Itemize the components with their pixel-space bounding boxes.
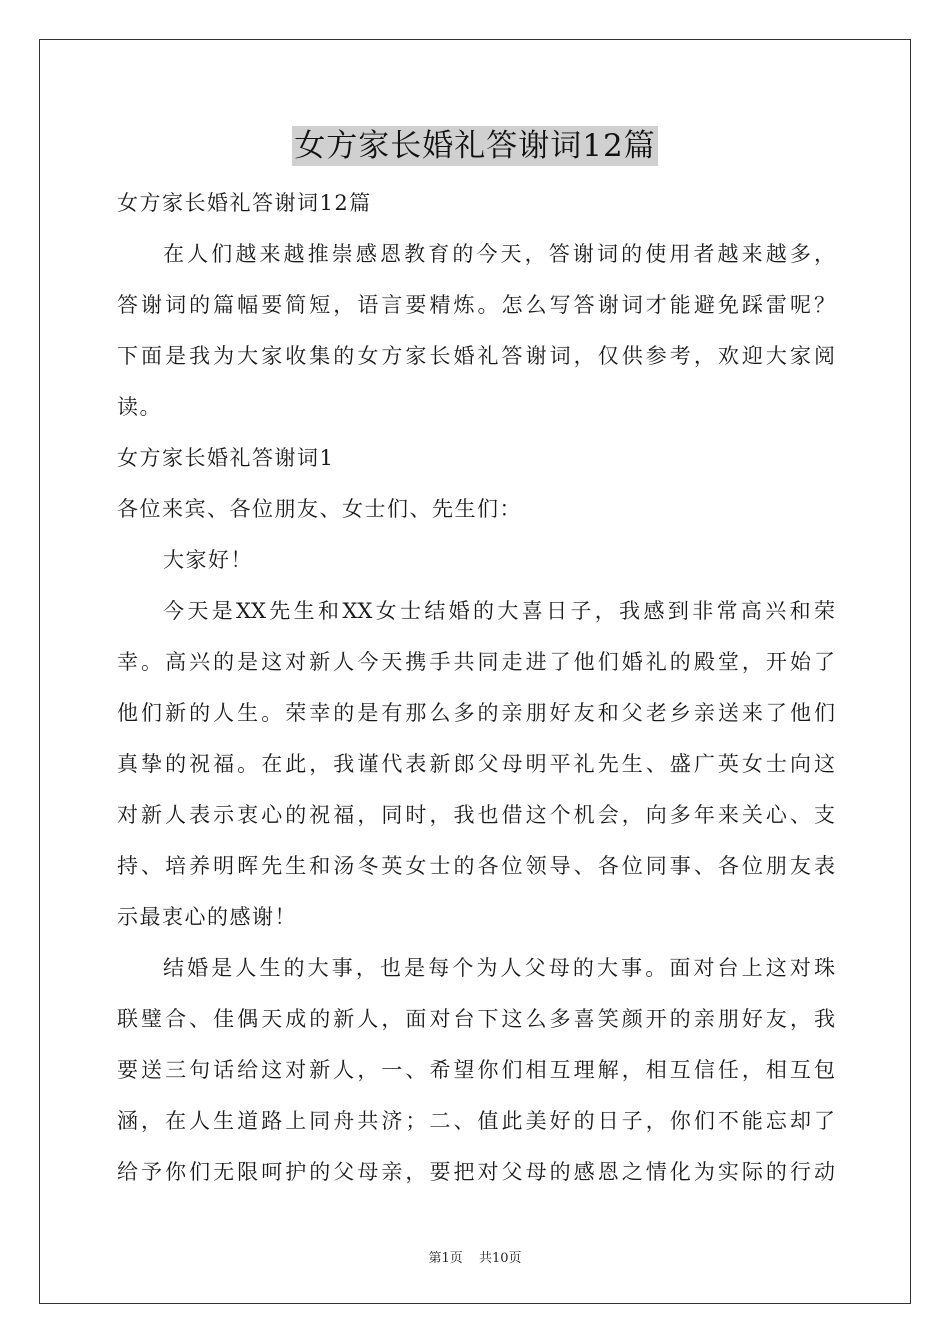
- text-line: 女方家长婚礼答谢词1: [117, 446, 335, 470]
- text-line: 持、培养明晖先生和汤冬英女士的各位领导、各位同事、各位朋友表: [117, 854, 835, 878]
- text-line: 下面是我为大家收集的女方家长婚礼答谢词，仅供参考，欢迎大家阅: [117, 344, 835, 368]
- text-line: 答谢词的篇幅要简短，语言要精炼。怎么写答谢词才能避免踩雷呢？: [117, 293, 835, 317]
- text-line: 读。: [117, 395, 162, 419]
- page-total: 共10页: [478, 1251, 522, 1266]
- text-line: 给予你们无限呵护的父母亲，要把对父母的感恩之情化为实际的行动: [117, 1160, 835, 1184]
- text-line: 大家好！: [163, 548, 253, 572]
- document-body: [117, 178, 835, 1198]
- document-title: 女方家长婚礼答谢词12篇: [294, 128, 656, 164]
- text-line: 他们新的人生。荣幸的是有那么多的亲朋好友和父老乡亲送来了他们: [117, 701, 835, 725]
- text-line: 结婚是人生的大事，也是每个为人父母的大事。面对台上这对珠: [163, 956, 835, 980]
- text-line: 女方家长婚礼答谢词12篇: [117, 191, 372, 215]
- title-container: [0, 126, 950, 166]
- page-number: 第1页: [428, 1251, 463, 1266]
- text-line: 要送三句话给这对新人，一、希望你们相互理解，相互信任，相互包: [117, 1058, 835, 1082]
- text-line: 联璧合、佳偶天成的新人，面对台下这么多喜笑颜开的亲朋好友，我: [117, 1007, 835, 1031]
- text-line: 涵，在人生道路上同舟共济；二、值此美好的日子，你们不能忘却了: [117, 1109, 835, 1133]
- text-line: 在人们越来越推崇感恩教育的今天，答谢词的使用者越来越多，: [163, 242, 835, 266]
- text-line: 示最衷心的感谢！: [117, 905, 297, 929]
- text-line: 各位来宾、各位朋友、女士们、先生们：: [117, 497, 522, 521]
- page-footer: [0, 1247, 950, 1266]
- text-line: 真挚的祝福。在此，我谨代表新郎父母明平礼先生、盛广英女士向这: [117, 752, 835, 776]
- text-line: 今天是XX先生和XX女士结婚的大喜日子，我感到非常高兴和荣: [163, 599, 835, 623]
- text-line: 幸。高兴的是这对新人今天携手共同走进了他们婚礼的殿堂，开始了: [117, 650, 835, 674]
- text-line: 对新人表示衷心的祝福，同时，我也借这个机会，向多年来关心、支: [117, 803, 835, 827]
